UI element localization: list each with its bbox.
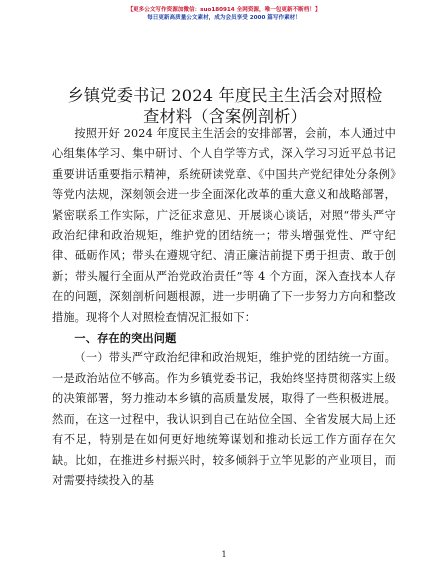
promo-banner-line1: 【更多公文写作资源加微信：suo180914 全网资源，唯一包更新不断档！】 (127, 7, 321, 13)
section-heading: 一、存在的突出问题 (74, 331, 177, 346)
intro-paragraph: 按照开好 2024 年度民主生活会的安排部署，会前，本人通过中心组集体学习、集中研讨、个人自学等方式，深入学习习近平总书记重要讲话重要指示精神，系统研读党章、《中国共产党纪律处分条例》等党内法规，深刻领会进一步全面深化改革的重大意义和战略部署，紧密联系工作实际，广泛征求意见、开展谈心谈话，对照“带头严守政治纪律和政治规矩，维护党的团结统一；带头增强党性、严守纪律、砥砺作风；带头在遵规守纪、清正廉洁前提下勇于担责、敢于创新；带头履行全面从严治党政治责任”等 4 个方面，深入查找本人存在的问题，深刻剖析问题根源，进一步明确了下一步努力方向和整改措施。现将个人对照检查情况汇报如下： (52, 127, 396, 324)
page-number: 1 (221, 550, 227, 559)
body-paragraph: （一）带头严守政治纪律和政治规矩，维护党的团结统一方面。一是政治站位不够高。作为乡镇党委书记，我始终坚持贯彻落实上级的决策部署，努力推动本乡镇的高质量发展，取得了一些积极进展。然而，在这一过程中，我认识到自己在站位全国、全省发展大局上还有不足，特别是在如何更好地统筹谋划和推动长远工作方面存在欠缺。比如，在推进乡村振兴时，较多倾斜于立竿见影的产业项目，而对需要持续投入的基 (52, 351, 396, 487)
document-body (52, 124, 396, 491)
promo-banner (0, 6, 448, 22)
document-title: 乡镇党委书记 2024 年度民主生活会对照检查材料（含案例剖析） (67, 85, 383, 126)
promo-banner-line2: 每日更新高质量公文素材，成为会员享受 2000 篇写作素材！ (147, 15, 301, 21)
